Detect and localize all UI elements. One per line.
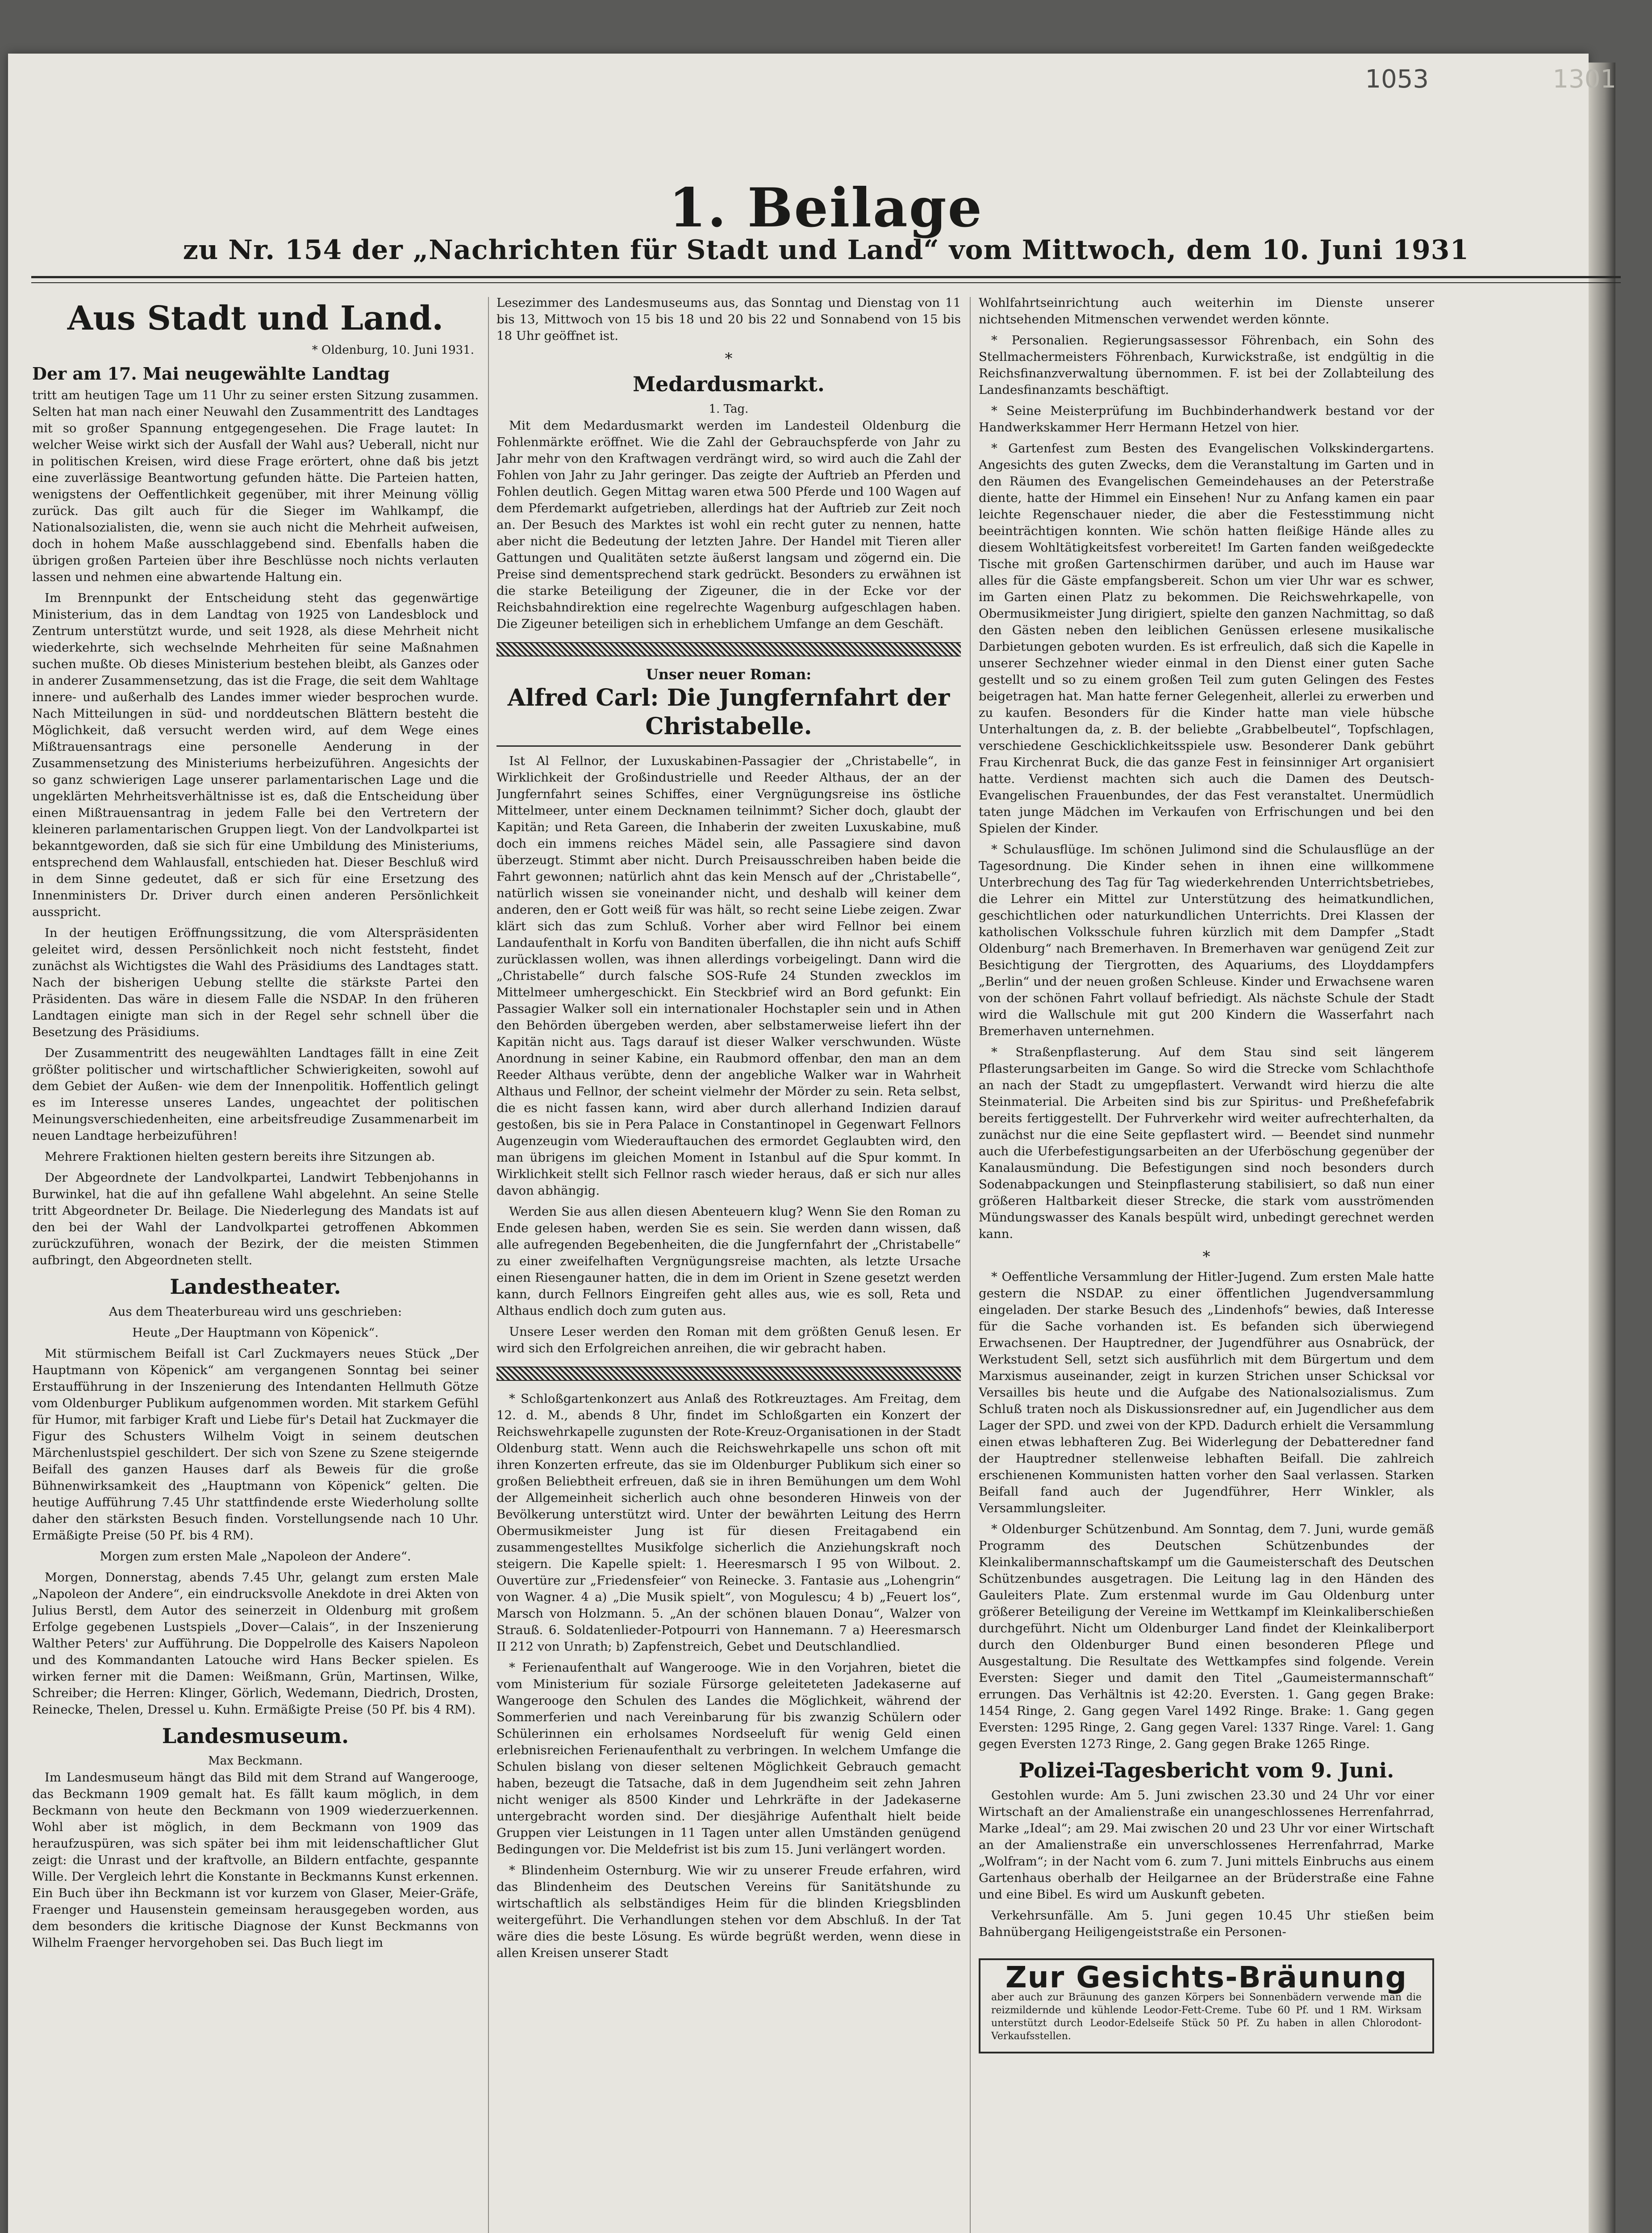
notice-paragraph: * Oldenburger Schützenbund. Am Sonntag, dem 7. Juni, wurde gemäß Programm des Deutschen Schützenbundes der Kleinkalibermannschaftskampf um die Gaumeisterschaft des Deutschen Schützenbundes ausgetragen. Die Leitung lag in den Händen des Gauleiters Plate. Zum erstenmal wurde im Gau Oldenburg unter größerer Beteiligung der Vereine im Wettkampf im Kleinkaliberschießen durchgeführt. Nicht um Oldenburger Land findet der Kleinkaliberport durch den Oldenburger Bund einen besonderen Pflege und Ausgestaltung. Die Resultate des Wettkampfes sind folgende. Verein Eversten: Sieger und damit den Titel „Gaumeistermannschaft“ errungen. Das Verhältnis ist 42:20. Eversten. 1. Gang gegen Brake: 1454 Ringe, 2. Gang gegen Varel 1492 Ringe. Brake: 1. Gang gegen Eversten: 1295 Ringe, 2. Gang gegen Varel: 1337 Ringe. Varel: 1. Gang gegen Eversten 1273 Ringe, 2. Gang gegen Brake 1265 Ringe.: [979, 1522, 1434, 1751]
masthead-rule: [31, 276, 1621, 278]
column-divider-1: [488, 297, 489, 2233]
market-day: 1. Tag.: [709, 402, 749, 416]
paragraph: tritt am heutigen Tage um 11 Uhr zu seiner ersten Sitzung zusammen. Selten hat man nach einer Neuwahl den Zusammentritt des Landtages mit so großer Spannung entgegengesehen. Die Frage lautet: In welcher Weise wirkt sich der Ausfall der Wahl aus? Ueberall, nicht nur in politischen Kreisen, wird diese Frage erörtert, ohne daß bis jetzt eine zuverlässige Beantwortung gefunden hätte. Die Parteien hatten, wenigstens der Oeffentlichkeit gegenüber, mit ihrer Meinung völlig zurück. Das gilt auch für die Sieger im Wahlkampf, die Nationalsozialisten, die, wenn sie auch nicht die Mehrheit aufweisen, doch in hohem Maße ausschlaggebend sind. Ebenfalls haben die übrigen großen Parteien über ihre Beschlüsse noch nichts verlauten lassen und nehmen eine abwartende Haltung ein.: [32, 388, 479, 584]
notice-paragraph: * Personalien. Regierungsassessor Föhrenbach, ein Sohn des Stellmachermeisters Föhrenbach, Kurwickstraße, ist endgültig in die Reichsfinanzverwaltung übernommen. F. ist bei der Zollabteilung des Landesfinanzamts beschäftigt.: [979, 333, 1434, 397]
paragraph: Verkehrsunfälle. Am 5. Juni gegen 10.45 Uhr stießen beim Bahnübergang Heiligengeiststraße ein Personen-: [979, 1908, 1434, 1939]
hatched-separator: [496, 1367, 961, 1381]
paragraph: Werden Sie aus allen diesen Abenteuern klug? Wenn Sie den Roman zu Ende gelesen haben, werden Sie es sein. Sie werden dann wissen, daß alle aufregenden Begebenheiten, die die Jungfernfahrt der „Christabelle“ zu einer zweifelhaften Vergnügungsreise machten, als letzte Ursache einen Riesengauner hatten, die in dem im Orient in Szene gesetzt werden kann, durch Fellnors Eingreifen geht alles aus, wie es soll, Reta und Althaus endlich doch zum guten aus.: [496, 1204, 961, 1318]
novel-title: Alfred Carl: Die Jungfernfahrt der Christabelle.: [496, 684, 961, 747]
masthead-rule-thin: [31, 282, 1621, 283]
notice-paragraph: * Ferienaufenthalt auf Wangerooge. Wie in den Vorjahren, bietet die vom Ministerium für soziale Fürsorge geleiteteten Jadekaserne auf Wangerooge den Schulen des Landes die Möglichkeit, während der Sommerferien und nach Vereinbarung für bis zwanzig Schülern oder Schülerinnen ein erholsames Nordseeluft für wenig Geld einen erlebnisreichen Ferienaufenthalt zu verbringen. In welchem Umfange die Schulen bislang von dieser seltenen Möglichkeit Gebrauch gemacht haben, bezeugt die Tatsache, daß in dem Jugendheim seit zehn Jahren nicht weniger als 8500 Kinder und Lehrkräfte in der Jadekaserne untergebracht worden sind. Der diesjährige Aufenthalt hielt beide Gruppen vier Leistungen in 11 Tagen unter allen Umständen genügend Bedingungen vor. Die Meldefrist ist bis zum 15. Juni verlängert worden.: [496, 1660, 961, 1857]
paragraph: Mit stürmischem Beifall ist Carl Zuckmayers neues Stück „Der Hauptmann von Köpenick“ am vergangenen Sonntag bei seiner Erstaufführung in der Inszenierung des Intendanten Hellmuth Götze vom Oldenburger Publikum aufgenommen worden. Mit starkem Gefühl für Humor, mit farbiger Kraft und Liebe für's Detail hat Zuckmayer die Figur des Schusters Wilhelm Voigt in seinem deutschen Märchenlustspiel geschildert. Der sich von Szene zu Szene steigernde Beifall des ganzen Hauses darf als Beweis für die große Bühnenwirksamkeit des „Hauptmann von Köpenick“ gelten. Die heutige Aufführung 7.45 Uhr stattfindende erste Wiederholung sollte daher den stärksten Besuch finden. Vorstellungsende nach 10 Uhr. Ermäßigte Preise (50 Pf. bis 4 RM).: [32, 1346, 479, 1543]
page-number: 1053: [1365, 65, 1429, 94]
notice-paragraph: * Seine Meisterprüfung im Buchbinderhandwerk bestand vor der Handwerkskammer Herr Hermann Hetzel von hier.: [979, 404, 1434, 435]
section-title-police: Polizei-Tagesbericht vom 9. Juni.: [1018, 1758, 1394, 1782]
paragraph: Unsere Leser werden den Roman mit dem größten Genuß lesen. Er wird sich den Erfolgreichen anreihen, die wir gebracht haben.: [496, 1325, 961, 1355]
advertisement-box: [979, 1958, 1434, 2053]
advertisement-title: Zur Gesichts-Bräunung: [1005, 1960, 1408, 1995]
paragraph: Morgen, Donnerstag, abends 7.45 Uhr, gelangt zum ersten Male „Napoleon der Andere“, ein eindrucksvolle Anekdote in drei Akten von Julius Berstl, dem Autor des seinerzeit in Oldenburg mit großem Erfolge gegebenen Lustspiels „Dover—Calais“, in der Inszenierung Walther Peters' zur Aufführung. Die Doppelrolle des Kaisers Napoleon und des Kommandanten Latouche wird Hans Becker spielen. Es wirken ferner mit die Damen: Weißmann, Grün, Martinsen, Wilke, Schreiber; die Herren: Klinger, Görlich, Wedemann, Diedrich, Drosten, Reinecke, Thelen, Dressel u. Kuhn. Ermäßigte Preise (50 Pf. bis 4 RM).: [32, 1570, 479, 1717]
supplement-subtitle: zu Nr. 154 der „Nachrichten für Stadt und Land“ vom Mittwoch, dem 10. Juni 1931: [183, 234, 1469, 266]
separator-star: *: [725, 350, 733, 368]
notice-paragraph: * Schulausflüge. Im schönen Julimond sind die Schulausflüge an der Tagesordnung. Die Kinder sehen in ihnen eine willkommene Unterbrechung des Tag für Tag wiederkehrenden Unterrichtsbetriebes, die Lehrer ein Mittel zur Unterstützung des heimatkundlichen, geschichtlichen oder naturkundlichen Unterrichts. Drei Klassen der katholischen Volksschule fuhren kürzlich mit dem Dampfer „Stadt Oldenburg“ nach Bremerhaven. In Bremerhaven war genügend Zeit zur Besichtigung der Tiergrotten, des Aquariums, des Lloyddampfers „Berlin“ und der neuen großen Schleuse. Kinder und Erwachsene waren von der schönen Fahrt vollauf befriedigt. Als nächste Schule der Stadt wird die Wallschule mit gut 200 Kindern die Wasserfahrt nach Bremerhaven unternehmen.: [979, 842, 1434, 1038]
theater-play-line: Heute „Der Hauptmann von Köpenick“.: [132, 1326, 379, 1340]
faint-page-number: 1301: [1552, 65, 1616, 94]
headline-landtag: Der am 17. Mai neugewählte Landtag: [32, 364, 390, 384]
theater-premiere-line: Morgen zum ersten Male „Napoleon der Andere“.: [100, 1549, 411, 1564]
section-title-museum: Landesmuseum.: [162, 1724, 349, 1748]
paragraph: Gestohlen wurde: Am 5. Juni zwischen 23.30 und 24 Uhr vor einer Wirtschaft an der Amalienstraße ein unangeschlossenes Herrenfahrrad, Marke „Ideal“; am 29. Mai zwischen 20 und 23 Uhr vor einer Wirtschaft an der Amalienstraße ein unverschlossenes Herrenfahrrad, Marke „Wolfram“; in der Nacht vom 6. zum 7. Juni mittels Einbruchs aus einem Gartenhaus oberhalb der Heilgarnee an der Brüderstraße eine Fahne und eine Bibel. Es wird um Auskunft gebeten.: [979, 1788, 1434, 1902]
dateline: * Oldenburg, 10. Juni 1931.: [312, 343, 474, 357]
section-title-theater: Landestheater.: [170, 1275, 341, 1299]
notice-paragraph: * Oeffentliche Versammlung der Hitler-Jugend. Zum ersten Male hatte gestern die NSDAP. zu einer öffentlichen Jugendversammlung eingeladen. Der starke Besuch des „Lindenhofs“ bewies, daß Interesse für die Sache vorhanden ist. Es befanden sich überwiegend Erwachsenen. Der Hauptredner, der Jugendführer aus Osnabrück, der Werkstudent Sell, setzt sich ausführlich mit dem Bürgertum und dem Marxismus auseinander, zeigt in kurzen Strichen unser Schicksal vor Versailles bis heute und die Aufgabe des Nationalsozialismus. Zum Schluß traten noch als Diskussionsredner auf, ein Jugendlicher aus dem Lager der SPD. und zwei von der KPD. Dadurch erhielt die Versammlung einen etwas lebhafteren Zug. Bei Widerlegung der Debatteredner fand der Hauptredner stellenweise lebhaften Beifall. Die zahlreich erschienenen Kommunisten hatten vorher den Saal verlassen. Starken Beifall fand auch der Jugendführer, Herr Winkler, als Versammlungsleiter.: [979, 1270, 1434, 1515]
paragraph: In der heutigen Eröffnungssitzung, die vom Alterspräsidenten geleitet wird, dessen Persönlichkeit noch nicht feststeht, findet zunächst als Wichtigstes die Wahl des Präsidiums des Landtages statt. Nach der bisherigen Uebung stellte die stärkste Partei den Präsidenten. Das wäre in diesem Falle die NSDAP. In den früheren Landtagen einigte man sich in der Regel sehr schnell über die Besetzung des Präsidiums.: [32, 926, 479, 1039]
paragraph: Mehrere Fraktionen hielten gestern bereits ihre Sitzungen ab.: [45, 1150, 435, 1164]
paragraph: Mit dem Medardusmarkt werden im Landesteil Oldenburg die Fohlenmärkte eröffnet. Wie die Zahl der Gebrauchspferde von Jahr zu Jahr mehr von den Kraftwagen verdrängt wird, so wird auch die Zahl der Fohlen von Jahr zu Jahr geringer. Das zeigte der Auftrieb an Pferden und Fohlen deutlich. Gegen Mittag waren etwa 500 Pferde und 100 Wagen auf dem Pferdemarkt aufgetrieben, allerdings hat der Auftrieb zur Zeit noch an. Der Besuch des Marktes ist wohl ein recht guter zu nennen, hatte aber nicht die Bedeutung der letzten Jahre. Der Handel mit Tieren aller Gattungen und Qualitäten setzte äußerst langsam und zögernd ein. Die Preise sind dementsprechend stark gedrückt. Besonders zu erwähnen ist die starke Beteiligung der Zigeuner, die in der Ecke vor der Reichsbahndirektion eine regelrechte Wagenburg aufgeschlagen haben. Die Zigeuner beteiligen sich in erheblichem Umfange an dem Geschäft.: [496, 418, 961, 631]
notice-paragraph: * Gartenfest zum Besten des Evangelischen Volkskindergartens. Angesichts des guten Zwecks, dem die Veranstaltung im Garten und in den Räumen des Evangelischen Gemeindehauses an der Peterstraße diente, hatte der Himmel ein Einsehen! Nur zu Anfang kamen ein paar leichte Regenschauer nieder, die aber die Festesstimmung nicht beeinträchtigen konnten. Wie schön hatten fleißige Hände alles zu diesem Wohltätigkeitsfest vorbereitet! Im Garten fanden weißgedeckte Tische mit großen Gartenschirmen darüber, und auch im Hause war alles für die Gäste empfangsbereit. Schon um vier Uhr war es schwer, im Garten einen Platz zu bekommen. Die Reichswehrkapelle, von Obermusikmeister Jung dirigiert, spielte den ganzen Nachmittag, so daß den Gästen neben den leiblichen Genüssen erlesene musikalische Darbietungen geboten wurden. Es ist erfreulich, daß sich die Kapelle in unserer Sechzehner wieder einmal in den Dienst einer guten Sache gestellt und so zu einem großen Teil zum guten Gelingen des Festes beigetragen hat. Man hatte ferner Gelegenheit, allerlei zu erwerben und zu kaufen. Besonders für die Kinder hatte man viele hübsche Unterhaltungen da, z. B. der beliebte „Grabbelbeutel“, Topfschlagen, verschiedene Geschicklichkeitsspiele usw. Besonderer Dank gebührt Frau Kirchenrat Buck, die das ganze Fest in feinsinniger Art organisiert hatte. Verdienst machten sich auch die Damen des Deutsch-Evangelischen Frauenbundes, der das Fest veranstaltet. Unermüdlich taten junge Mädchen im Verkaufen von Erfrischungen und bei den Spielen der Kinder.: [979, 441, 1434, 836]
notice-paragraph: * Straßenpflasterung. Auf dem Stau sind seit längerem Pflasterungsarbeiten im Gange. So wird die Strecke vom Schlachthofe an nach der Stadt zu umgepflastert. Verwandt wird hierzu die alte Steinmaterial. Die Arbeiten sind bis zur Spiritus- und Preßhefefabrik bereits fertiggestellt. Der Fuhrverkehr wird weiter aufrechterhalten, da zunächst nur die eine Seite gepflastert wird. — Beendet sind nunmehr auch die Uferbefestigungsarbeiten an der Uferböschung gegenüber der Kanalausmündung. Die Befestigungen sind noch besonders durch Sodenabpackungen und Steinpflasterung stabilisiert, so daß nun einer größeren Haltbarkeit dieser Strecke, die stark vom ausströmenden Mündungswasser des Kanals bespült wird, unbedingt gerechnet werden kann.: [979, 1045, 1434, 1241]
notice-paragraph: * Schloßgartenkonzert aus Anlaß des Rotkreuztages. Am Freitag, dem 12. d. M., abends 8 Uhr, findet im Schloßgarten ein Konzert der Reichswehrkapelle zugunsten der Rote-Kreuz-Organisationen in der Stadt Oldenburg statt. Wenn auch die Reichswehrkapelle uns schon oft mit ihren Konzerten erfreute, das sie im Oldenburger Publikum sich einer so großen Beliebtheit erfreuen, daß sie in ihren Bemühungen um dem Wohl der Allgemeinheit sicherlich auch ohne besonderen Hinweis von der Bevölkerung unterstützt wird. Unter der bewährten Leitung des Herrn Obermusikmeister Jung ist für diesen Freitagabend ein zusammengestelltes Musikfolge sicherlich die Anziehungskraft noch steigern. Die Kapelle spielt: 1. Heeresmarsch I 95 von Wilbout. 2. Ouvertüre zur „Friedensfeier“ von Reinecke. 3. Fantasie aus „Lohengrin“ von Wagner. 4 a) „Die Musik spielt“, von Mogulescu; 4 b) „Feuert los“, Marsch von Holzmann. 5. „An der schönen blauen Donau“, Walzer von Strauß. 6. Soldatenlieder-Potpourri von Hannemann. 7 a) Heeresmarsch II 212 von Unrath; b) Zapfenstreich, Gebet und Deutschlandlied.: [496, 1392, 961, 1654]
museum-author: Max Beckmann.: [208, 1754, 303, 1768]
column-1: [32, 295, 479, 2233]
supplement-title: 1. Beilage: [668, 176, 983, 239]
theater-intro: Aus dem Theaterbureau wird uns geschrieben:: [108, 1305, 402, 1319]
paragraph: Der Abgeordnete der Landvolkpartei, Landwirt Tebbenjohanns in Burwinkel, hat die auf ihn gefallene Wahl abgelehnt. An seine Stelle tritt Abgeordneter Dr. Beilage. Die Niederlegung des Mandats ist auf den bei der Wahl der Landvolkpartei getroffenen Abkommen zurückzuführen, wonach der Bezirk, der die meisten Stimmen aufbringt, den Abgeordneten stellt.: [32, 1171, 479, 1267]
column-3: [979, 295, 1434, 2233]
paragraph: Der Zusammentritt des neugewählten Landtages fällt in eine Zeit größter politischer und wirtschaftlicher Schwierigkeiten, sowohl auf dem Gebiet der Außen- wie dem der Innenpolitik. Hoffentlich gelingt es im Interesse unseres Landes, ungeachtet der politischen Meinungsverschiedenheiten, eine arbeitsfreudige Zusammenarbeit im neuen Landtage herbeizuführen!: [32, 1046, 479, 1143]
column-2: [496, 295, 961, 2233]
column-divider-2: [970, 297, 971, 2233]
notice-paragraph: Wohlfahrtseinrichtung auch weiterhin im Dienste unserer nichtsehenden Mitmenschen verwendet werden könnte.: [979, 296, 1434, 326]
paragraph: Lesezimmer des Landesmuseums aus, das Sonntag und Dienstag von 11 bis 13, Mittwoch von 15 bis 18 und 20 bis 22 und Sonnabend von 15 bis 18 Uhr geöffnet ist.: [496, 296, 961, 343]
paragraph: Ist Al Fellnor, der Luxuskabinen-Passagier der „Christabelle“, in Wirklichkeit der Großindustrielle und Reeder Althaus, der an der Jungfernfahrt seines Schiffes, einer Vergnügungsreise ins östliche Mittelmeer, unter einem Decknamen teilnimmt? Sicher doch, glaubt der Kapitän; und Reta Gareen, die Inhaberin der zweiten Luxuskabine, muß doch ein immens reiches Mädel sein, alle Passagiere sind davon überzeugt. Stimmt aber nicht. Durch Preisausschreiben haben beide die Fahrt gewonnen; natürlich ahnt das kein Mensch auf der „Christabelle“, natürlich wissen sie voneinander nicht, und deshalb will keiner dem anderen, den er Gott weiß für was hält, so recht seine Liebe zeigen. Zwar klärt sich das zum Schluß. Vorher aber wird Fellnor bei einem Landaufenthalt in Korfu von Banditen überfallen, die ihn nicht aufs Schiff zurücklassen wollen, was ihnen allerdings vorbeigelingt. Dann wird die „Christabelle“ durch falsche SOS-Rufe 24 Stunden zwecklos im Mittelmeer umhergeschickt. Ein Steckbrief wird an Bord gefunkt: Ein Passagier Walker soll ein internationaler Hochstapler sein und in Athen den Behörden übergeben werden, aber selbstamerweise liefert ihn der Kapitän nicht aus. Tags darauf ist dieser Walker verschwunden. Wüste Anordnung in seiner Kabine, ein Raubmord offenbar, den man an dem Reeder Althaus verübte, denn der angebliche Walker war in Wahrheit Althaus und Fellnor, der scheint vielmehr der Mörder zu sein. Reta selbst, die es nicht fassen kann, wird aber durch allerhand Indizien darauf gestoßen, bis sie in Pera Palace in Constantinopel in Gegenwart Fellnors Augenzeugin vom Wiederauftauchen des ermordet Geglaubten wird, den man übrigens im gleichen Moment in Istanbul auf die Spur kommt. In Wirklichkeit stellt sich Fellnor rasch wieder heraus, daß er sich nur alles davon abhängig.: [496, 754, 961, 1198]
separator-star: *: [1202, 1248, 1210, 1266]
section-title-local-news: Aus Stadt und Land.: [67, 299, 444, 338]
advertisement-text: aber auch zur Bräunung des ganzen Körpers bei Sonnenbädern verwende man die reizmildernde und kühlende Leodor-Fett-Creme. Tube 60 Pf. und 1 RM. Wirksam unterstützt durch Leodor-Edelseife Stück 50 Pf. Zu haben in allen Chlorodont-Verkaufsstellen.: [991, 1992, 1422, 2042]
notice-paragraph: * Blindenheim Osternburg. Wie wir zu unserer Freude erfahren, wird das Blindenheim des Deutschen Vereins für Sanitätshunde zu wirtschaftlich als selbständiges Heim für die blinden Kriegsblinden weitergeführt. Die Verhandlungen stehen vor dem Abschluß. In der Tat wäre dies die beste Lösung. Es würde begrüßt werden, wenn diese in allen Kreisen unserer Stadt: [496, 1863, 961, 1960]
section-title-market: Medardusmarkt.: [633, 372, 825, 396]
hatched-separator: [496, 642, 961, 657]
paragraph: Im Landesmuseum hängt das Bild mit dem Strand auf Wangerooge, das Beckmann 1909 gemalt hat. Es fällt kaum möglich, in dem Beckmann von heute den Beckmann von 1909 wiederzuerkennen. Wohl aber ist möglich, in dem Beckmann von 1909 das heraufzuspüren, was sich später bei ihm mit leidenschaftlicher Glut zeigt: die Unrast und der kraftvolle, an Bildern entfachte, gespannte Wille. Der Vergleich lehrt die Konstante in Beckmanns Kunst erkennen. Ein Buch über ihn Beckmann ist vor kurzem von Glaser, Meier-Gräfe, Fraenger und Hausenstein gemeinsam herausgegeben worden, aus dem besonders die kritische Diagnose der Kunst Beckmanns von Wilhelm Fraenger hervorgehoben sei. Das Buch liegt im: [32, 1770, 479, 1950]
adjacent-page-edge: [1589, 63, 1615, 2233]
paragraph: Im Brennpunkt der Entscheidung steht das gegenwärtige Ministerium, das in dem Landtag von 1925 von Landesblock und Zentrum unterstützt wurde, und seit 1928, als diese Mehrheit nicht wiederkehrte, sich wechselnde Mehrheiten für seine Maßnahmen suchen mußte. Ob dieses Ministerium bestehen bleibt, als Ganzes oder in anderer Zusammensetzung, das ist die Frage, die seit dem Wahltage innere- und außerhalb des Landes immer wieder besprochen wurde. Nach Mitteilungen in süd- und norddeutschen Blättern besteht die Möglichkeit, daß versucht werden wird, auf dem Wege eines Mißtrauensantrags eine personelle Aenderung in der Zusammensetzung des Ministeriums herbeizuführen. Angesichts der so ganz schwierigen Lage unserer parlamentarischen Lage und die ungeklärten Mehrheitsverhältnisse ist es, daß die Entscheidung über einen Mißtrauensantrag in jedem Falle bei den Vertretern der kleineren parlamentarischen Gruppen liegt. Von der Landvolkpartei ist bekanntgeworden, daß sie sich für eine Umbildung des Ministeriums, entsprechend dem Wahlausfall, entschieden hat. Dieser Beschluß wird in dem Sinne gedeutet, daß er sich für eine Ersetzung des Innenministers Dr. Driver durch einen anderen Persönlichkeit ausspricht.: [32, 591, 479, 919]
novel-intro: Unser neuer Roman:: [646, 666, 812, 683]
